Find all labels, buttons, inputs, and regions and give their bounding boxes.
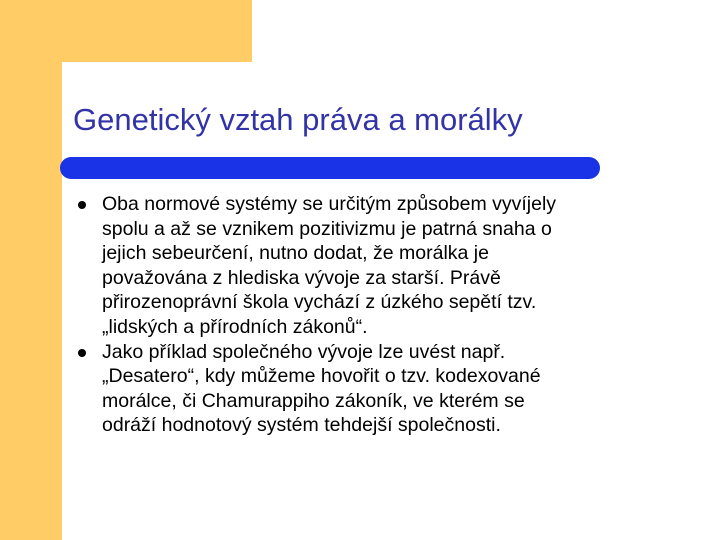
left-accent-band: [0, 0, 62, 540]
bullet-line: přirozenoprávní škola vychází z úzkého sepětí tzv.: [102, 291, 537, 314]
bullet-line: považována z hlediska vývoje za starší. Právě: [102, 266, 501, 289]
bullet-line: „lidských a přírodních zákonů“.: [102, 315, 368, 338]
bullet-item: [76, 192, 676, 340]
bullet-line: jejich sebeurčení, nutno dodat, že morálka je: [102, 242, 489, 265]
bullet-line: spolu a až se vznikem pozitivizmu je patrná snaha o: [102, 217, 552, 240]
slide-title: Genetický vztah práva a morálky: [73, 102, 523, 137]
title-underline-bar: [60, 157, 600, 179]
bullet-line: morálce, či Chamurappiho zákoník, ve kterém se: [102, 389, 525, 412]
bullet-dot-icon: [78, 201, 86, 209]
bullet-list: [76, 192, 676, 438]
bullet-line: odráží hodnotový systém tehdejší společnosti.: [102, 414, 501, 437]
bullet-dot-icon: [78, 349, 86, 357]
bullet-text: [102, 340, 667, 438]
top-left-accent-block: [0, 0, 252, 62]
bullet-line: Oba normové systémy se určitým způsobem vyvíjely: [102, 193, 557, 215]
bullet-line: Jako příklad společného vývoje lze uvést např.: [102, 340, 506, 363]
bullet-line: „Desatero“, kdy můžeme hovořit o tzv. kodexované: [102, 365, 541, 388]
bullet-text: [102, 192, 667, 340]
bullet-item: [76, 340, 676, 438]
